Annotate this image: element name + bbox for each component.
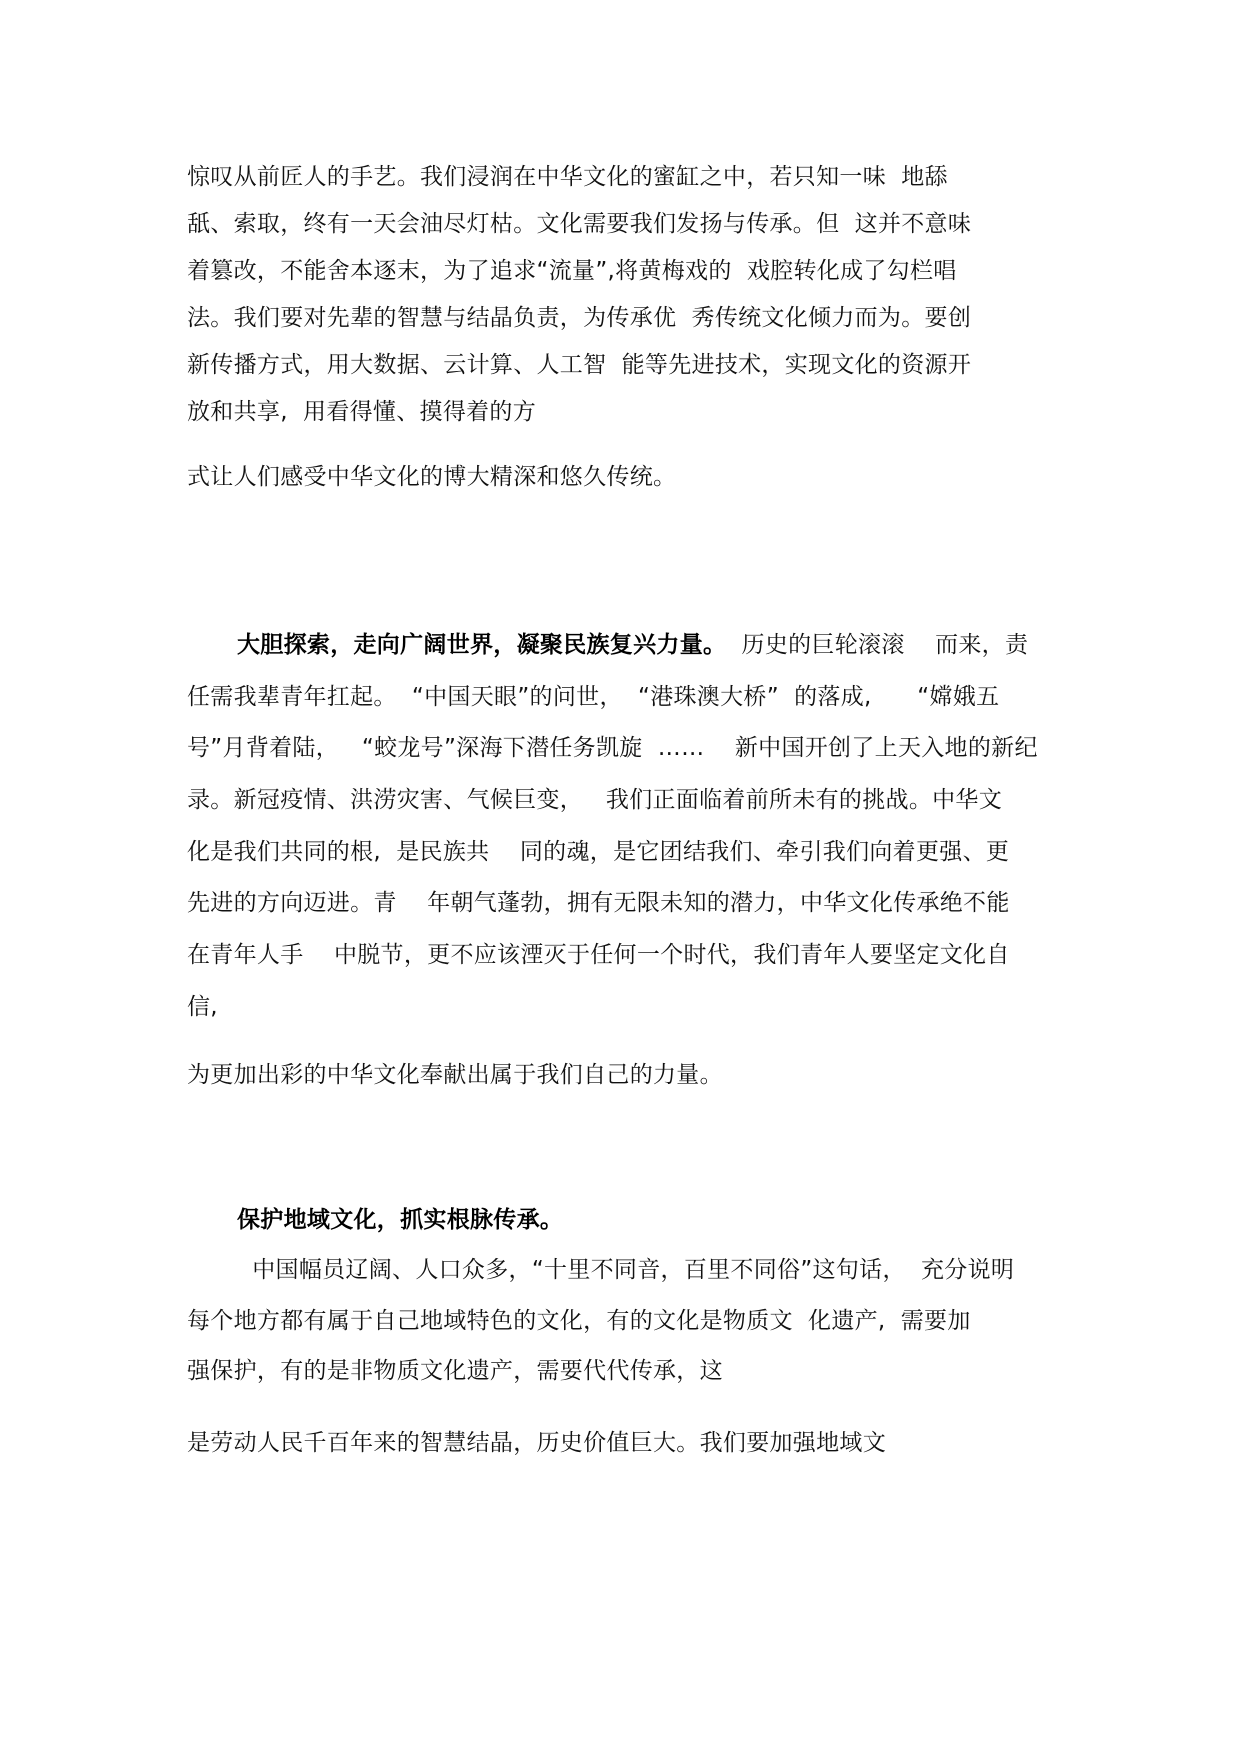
paragraph-2-line-4: 录。新冠疫情、洪涝灾害、气候巨变， 我们正面临着前所未有的挑战。中华文 bbox=[187, 787, 1003, 813]
paragraph-2-first-line-rest: 历史的巨轮滚滚 而来，责 bbox=[726, 632, 1029, 658]
paragraph-3-line-4: 是劳动人民千百年来的智慧结晶，历史价值巨大。我们要加强地域文 bbox=[187, 1430, 886, 1456]
paragraph-3-heading: 保护地域文化，抓实根脉传承。 bbox=[237, 1207, 564, 1233]
paragraph-1-line-5: 新传播方式，用大数据、云计算、人工智 能等先进技术，实现文化的资源开 bbox=[187, 352, 972, 378]
paragraph-3-line-2: 每个地方都有属于自己地域特色的文化，有的文化是物质文 化遗产, 需要加 bbox=[187, 1308, 971, 1334]
paragraph-2-line-3: 号”月背着陆， “蛟龙号”深海下潜任务凯旋 …… 新中国开创了上天入地的新纪 bbox=[187, 735, 1038, 761]
paragraph-1-line-4: 法。我们要对先辈的智慧与结晶负责，为传承优 秀传统文化倾力而为。要创 bbox=[187, 305, 972, 331]
paragraph-1-line-7: 式让人们感受中华文化的博大精深和悠久传统。 bbox=[187, 464, 677, 490]
paragraph-1-line-6: 放和共享, 用看得懂、摸得着的方 bbox=[187, 399, 537, 425]
paragraph-2-line-1 bbox=[237, 630, 1028, 660]
paragraph-2-line-7: 在青年人手 中脱节，更不应该湮灭于任何一个时代，我们青年人要坚定文化自 bbox=[187, 942, 1010, 968]
paragraph-2-line-2: 任需我辈青年扛起。 “中国天眼”的问世， “港珠澳大桥” 的落成, “嫦娥五 bbox=[187, 684, 1000, 710]
paragraph-2-line-6: 先进的方向迈进。青 年朝气蓬勃，拥有无限未知的潜力，中华文化传承绝不能 bbox=[187, 890, 1010, 916]
paragraph-2-line-8: 信, bbox=[187, 994, 218, 1020]
paragraph-3-line-3: 强保护，有的是非物质文化遗产，需要代代传承，这 bbox=[187, 1358, 723, 1384]
paragraph-2-heading: 大胆探索，走向广阔世界，凝聚民族复兴力量。 bbox=[237, 632, 727, 658]
paragraph-1-line-3: 着篡改，不能舍本逐末，为了追求“流量”,将黄梅戏的 戏腔转化成了勾栏唱 bbox=[187, 258, 957, 284]
paragraph-1-line-1: 惊叹从前匠人的手艺。我们浸润在中华文化的蜜缸之中，若只知一味 地舔 bbox=[187, 164, 948, 190]
paragraph-1-line-2: 舐、索取，终有一天会油尽灯枯。文化需要我们发扬与传承。但 这并不意味 bbox=[187, 211, 972, 237]
paragraph-2-line-9: 为更加出彩的中华文化奉献出属于我们自己的力量。 bbox=[187, 1062, 723, 1088]
paragraph-2-line-5: 化是我们共同的根, 是民族共 同的魂，是它团结我们、牵引我们向着更强、更 bbox=[187, 839, 1010, 865]
paragraph-3-line-1: 中国幅员辽阔、人口众多，“十里不同音，百里不同俗”这句话， 充分说明 bbox=[237, 1257, 1015, 1283]
